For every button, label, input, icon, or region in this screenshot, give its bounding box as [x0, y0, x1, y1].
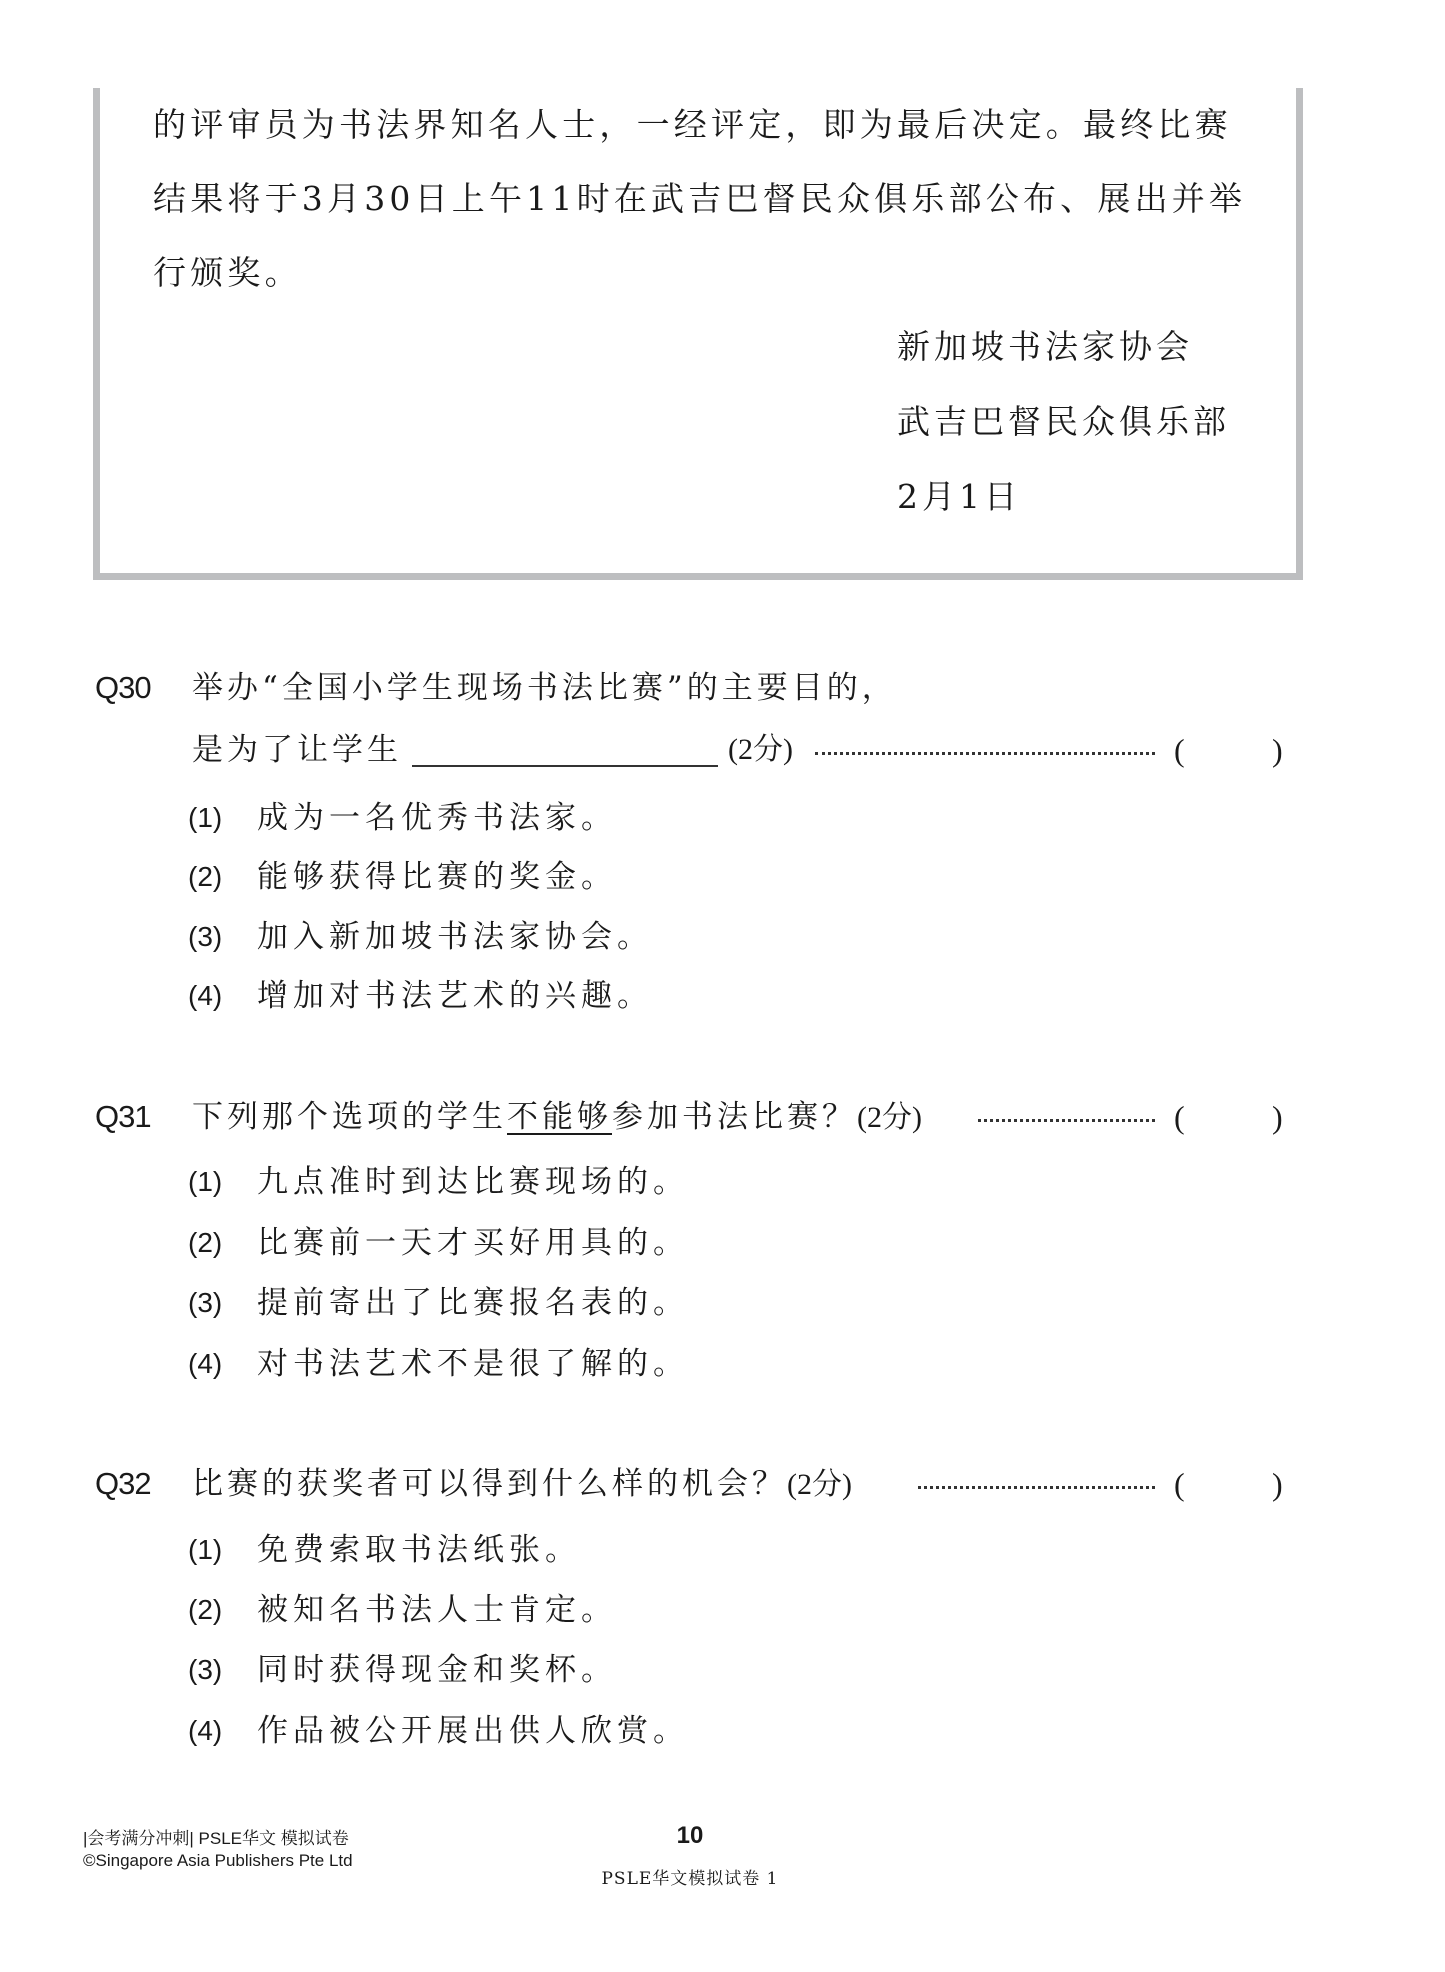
dotted-leader	[978, 1117, 1155, 1122]
question-text-line2: 是为了让学生	[192, 732, 402, 768]
signature-organizer-1: 新加坡书法家协会	[897, 327, 1193, 366]
option-text: 加入新加坡书法家协会。	[257, 919, 653, 955]
footer-copyright: ©Singapore Asia Publishers Pte Ltd	[83, 1851, 353, 1870]
marks-label: (2分)	[787, 1468, 852, 1501]
page-number: 10	[676, 1822, 704, 1849]
answer-bracket-open[interactable]: (	[1174, 1466, 1185, 1502]
signature-organizer-2: 武吉巴督民众俱乐部	[897, 402, 1230, 441]
passage-line: 结果将于3月30日上午11时在武吉巴督民众俱乐部公布、展出并举	[153, 179, 1247, 218]
option-number: (4)	[188, 1715, 223, 1746]
option-text: 增加对书法艺术的兴趣。	[257, 978, 653, 1014]
question-number: Q31	[95, 1099, 151, 1134]
question-text-body: 比赛的获奖者可以得到什么样的机会？	[192, 1466, 787, 1502]
question-number: Q30	[95, 670, 151, 705]
footer-series: |会考满分冲刺| PSLE华文 模拟试卷	[83, 1829, 349, 1848]
option-number: (3)	[188, 921, 223, 952]
option-number: (1)	[188, 1166, 223, 1197]
option-number: (2)	[188, 861, 223, 892]
option-number: (2)	[188, 1227, 223, 1258]
option-text: 作品被公开展出供人欣赏。	[257, 1713, 689, 1749]
option-text: 同时获得现金和奖杯。	[257, 1652, 617, 1688]
marks-label: (2分)	[728, 733, 793, 766]
answer-bracket-close[interactable]: )	[1272, 1099, 1283, 1135]
passage-line: 行颁奖。	[153, 253, 302, 292]
option-number: (2)	[188, 1594, 223, 1625]
question-text	[192, 1097, 922, 1138]
question-text-underlined: 不能够	[507, 1099, 612, 1135]
question-text-after: 参加书法比赛？	[612, 1099, 857, 1135]
option-text: 成为一名优秀书法家。	[257, 800, 617, 836]
fill-in-blank[interactable]	[412, 765, 718, 767]
answer-bracket-close[interactable]: )	[1272, 1466, 1283, 1502]
option-number: (3)	[188, 1654, 223, 1685]
option-number: (1)	[188, 1534, 223, 1565]
option-number: (4)	[188, 1348, 223, 1379]
question-text-before: 下列那个选项的学生	[192, 1099, 507, 1135]
dotted-leader	[918, 1484, 1155, 1489]
option-text: 比赛前一天才买好用具的。	[257, 1225, 689, 1261]
question-text	[192, 1464, 852, 1505]
paper-title: PSLE华文模拟试卷 1	[601, 1869, 779, 1889]
option-number: (4)	[188, 980, 223, 1011]
question-number: Q32	[95, 1466, 151, 1501]
signature-date: 2月1日	[897, 477, 1021, 516]
option-number: (3)	[188, 1287, 223, 1318]
option-text: 九点准时到达比赛现场的。	[257, 1164, 689, 1200]
option-text: 对书法艺术不是很了解的。	[257, 1346, 689, 1382]
answer-bracket-open[interactable]: (	[1174, 1099, 1185, 1135]
marks-label: (2分)	[857, 1101, 922, 1134]
option-text: 被知名书法人士肯定。	[257, 1592, 617, 1628]
option-text: 提前寄出了比赛报名表的。	[257, 1285, 689, 1321]
passage-line: 的评审员为书法界知名人士，一经评定，即为最后决定。最终比赛	[153, 105, 1232, 144]
dotted-leader	[815, 750, 1155, 755]
answer-bracket-close[interactable]: )	[1272, 732, 1283, 768]
option-text: 免费索取书法纸张。	[257, 1532, 581, 1568]
option-text: 能够获得比赛的奖金。	[257, 859, 617, 895]
question-text: 举办“全国小学生现场书法比赛”的主要目的，	[192, 670, 897, 706]
answer-bracket-open[interactable]: (	[1174, 732, 1185, 768]
option-number: (1)	[188, 802, 223, 833]
